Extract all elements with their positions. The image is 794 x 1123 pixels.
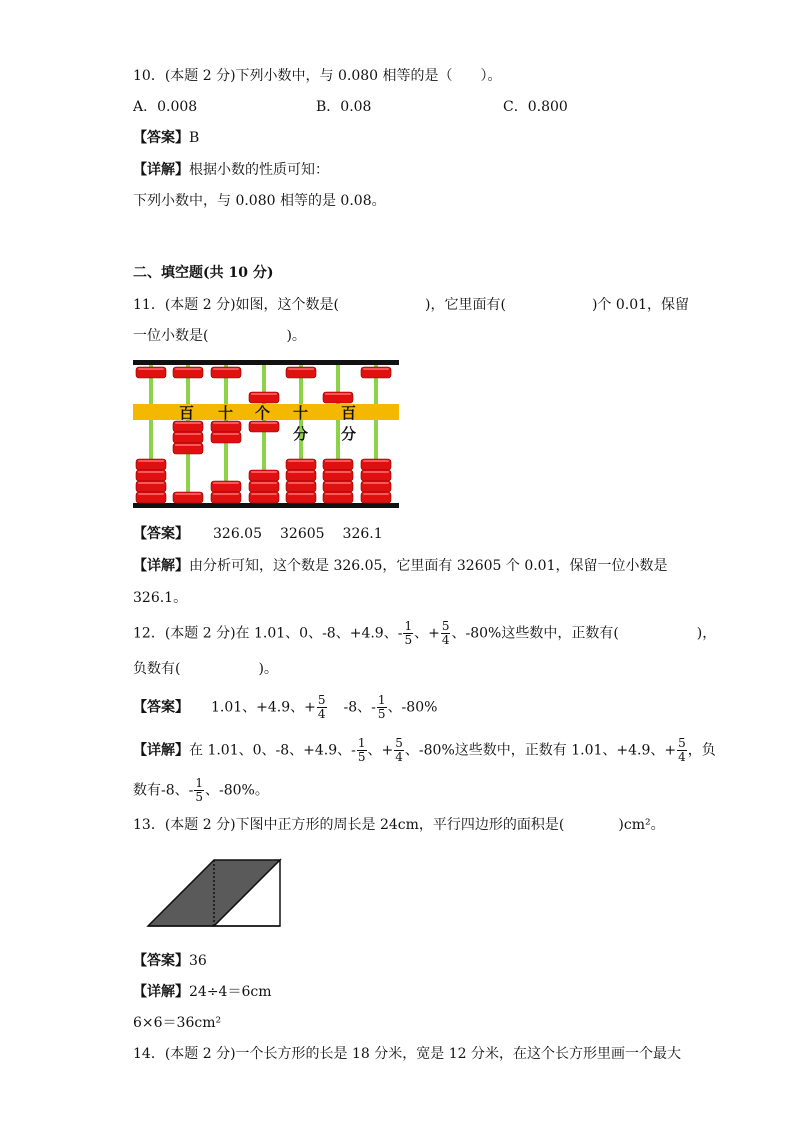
abacus-label-tens: 十: [218, 404, 234, 422]
abacus-upper-bead-shine: [363, 368, 389, 370]
frac-den: 4: [317, 707, 326, 721]
abacus-lower-bead-shine: [138, 460, 164, 462]
q10-detail-line1: 根据小数的性质可知：: [189, 162, 329, 178]
abacus-svg: [133, 360, 399, 510]
abacus-upper-bead-shine: [251, 393, 277, 395]
abacus-lower-bead-shine: [325, 493, 351, 495]
abacus-figure: [133, 360, 399, 510]
q12-stem-b: 、+: [414, 625, 440, 642]
q13-stem: [133, 815, 665, 835]
q11-stem-a: 11．(本题 2 分)如图，这个数是(: [133, 297, 340, 313]
q12-stem-c: 、-80%这些数中，正数有(: [451, 625, 619, 642]
q10-detail: [133, 160, 329, 180]
answer-tag: 【答案】: [133, 526, 189, 542]
frac-num: 5: [678, 736, 686, 750]
abacus-lower-bead-shine: [251, 482, 277, 484]
q11-stem-b: )，它里面有(: [425, 297, 506, 313]
q12-stem-d: )，: [696, 625, 717, 642]
answer-tag: 【答案】: [133, 953, 189, 969]
answer-tag: 【答案】: [133, 130, 189, 146]
q10-option-a: A．0.008: [133, 99, 198, 115]
abacus-label-hundreds: 百: [179, 404, 195, 422]
fraction-one-fifth: [403, 620, 413, 647]
q12-stem-line2-b: )。: [258, 661, 278, 677]
q12-detail-line2-b: 、-80%。: [205, 782, 269, 799]
frac-num: 1: [377, 693, 386, 707]
q12-detail-d: ，负: [687, 742, 716, 759]
answer-tag: 【答案】: [133, 699, 189, 716]
abacus-label-ones: 个: [255, 404, 271, 422]
detail-tag: 【详解】: [133, 558, 189, 574]
q10-option-c: C．0.800: [503, 99, 568, 115]
fraction-five-fourths: [441, 620, 451, 647]
q12-answer-negative: -8、-: [343, 699, 376, 716]
frac-num: 1: [404, 619, 413, 633]
fraction-one-fifth: [377, 694, 387, 721]
section-title: 二、填空题(共 10 分): [133, 265, 274, 281]
q14-stem: 14．(本题 2 分)一个长方形的长是 18 分米，宽是 12 分米，在这个长方形里画一个最大: [133, 1046, 681, 1062]
q12-stem-line2-a: 负数有(: [133, 661, 181, 677]
abacus-lower-bead-shine: [175, 444, 201, 446]
abacus-lower-bead-shine: [138, 471, 164, 473]
q11-stem-line2-a: 一位小数是(: [133, 328, 209, 344]
frac-den: 5: [195, 790, 204, 804]
q11-stem-line2: [133, 326, 306, 346]
detail-tag: 【详解】: [133, 162, 189, 178]
abacus-upper-bead-shine: [288, 368, 314, 370]
q12-detail-line2: [133, 777, 269, 804]
detail-tag: 【详解】: [133, 984, 189, 1000]
q11-stem: [133, 295, 689, 315]
q13-detail-line2: 6×6＝36cm²: [133, 1015, 222, 1031]
q11-detail-line1: 由分析可知，这个数是 326.05，它里面有 32605 个 0.01，保留一位小数是: [189, 558, 668, 574]
q13-stem-b: )cm²。: [618, 817, 665, 833]
q11-answer: [133, 524, 383, 544]
q10-detail-line2: 下列小数中，与 0.080 相等的是 0.08。: [133, 193, 386, 209]
q12-detail-a: 在 1.01、0、-8、+4.9、-: [189, 742, 356, 759]
q12-detail-b: 、+: [367, 742, 394, 759]
frac-den: 5: [377, 707, 386, 721]
q10-answer: [133, 128, 199, 148]
q10-answer-value: B: [189, 130, 200, 146]
frac-den: 5: [357, 750, 366, 764]
abacus-label-hundredths: 百: [341, 404, 357, 422]
q11-answer-3: 326.1: [342, 526, 383, 542]
abacus-sublabel-hundredths: 分: [341, 425, 357, 443]
abacus-sublabel-tenths: 分: [293, 425, 309, 443]
abacus-lower-bead-shine: [175, 493, 201, 495]
q11-detail-line2: 326.1。: [133, 590, 188, 606]
q12-detail: [133, 737, 716, 764]
abacus-lower-bead-shine: [288, 482, 314, 484]
abacus-frame-top: [133, 360, 399, 365]
abacus-upper-bead-shine: [138, 368, 164, 370]
detail-tag: 【详解】: [133, 742, 189, 759]
abacus-frame-bottom: [133, 503, 399, 508]
fraction-five-fourths: [677, 737, 687, 764]
fraction-one-fifth: [194, 777, 204, 804]
frac-den: 5: [404, 633, 413, 647]
frac-num: 1: [357, 736, 366, 750]
abacus-lower-bead-shine: [325, 482, 351, 484]
abacus-lower-bead-shine: [288, 460, 314, 462]
fraction-five-fourths: [317, 694, 327, 721]
abacus-upper-bead-shine: [175, 368, 201, 370]
abacus-lower-bead-shine: [363, 471, 389, 473]
abacus-lower-bead-shine: [213, 482, 239, 484]
abacus-upper-bead-shine: [325, 393, 351, 395]
q13-stem-a: 13．(本题 2 分)下图中正方形的周长是 24cm，平行四边形的面积是(: [133, 817, 565, 833]
abacus-lower-bead-shine: [288, 471, 314, 473]
q11-answer-1: 326.05: [213, 526, 262, 542]
q11-stem-line2-b: )。: [286, 328, 306, 344]
abacus-lower-bead-shine: [175, 433, 201, 435]
q12-stem-line2: [133, 659, 278, 679]
abacus-lower-bead-shine: [213, 433, 239, 435]
q13-detail-line1: 24÷4＝6cm: [189, 984, 272, 1000]
abacus-upper-bead-shine: [213, 368, 239, 370]
q10-option-b: B．0.08: [316, 99, 372, 115]
q13-detail: [133, 982, 271, 1002]
abacus-label-tenths: 十: [293, 404, 309, 422]
abacus-lower-bead-shine: [138, 493, 164, 495]
abacus-lower-bead-shine: [213, 493, 239, 495]
fraction-one-fifth: [357, 737, 367, 764]
q12-answer: [133, 694, 437, 721]
q11-answer-2: 32605: [280, 526, 325, 542]
frac-num: 5: [441, 619, 450, 633]
frac-num: 5: [317, 693, 326, 707]
abacus-lower-bead-shine: [251, 471, 277, 473]
frac-num: 5: [395, 736, 403, 750]
q12-answer-negative-tail: 、-80%: [387, 699, 438, 716]
abacus-lower-bead-shine: [138, 482, 164, 484]
frac-den: 4: [395, 750, 403, 764]
abacus-lower-bead-shine: [363, 460, 389, 462]
q11-detail: [133, 556, 668, 576]
q10-stem: 10．(本题 2 分)下列小数中，与 0.080 相等的是（ ）。: [133, 68, 502, 84]
q12-stem-a: 12．(本题 2 分)在 1.01、0、-8、+4.9、-: [133, 625, 403, 642]
abacus-lower-bead-shine: [288, 493, 314, 495]
abacus-lower-bead-shine: [363, 482, 389, 484]
q12-answer-positive: 1.01、+4.9、+: [211, 699, 316, 716]
abacus-lower-bead-shine: [325, 471, 351, 473]
frac-den: 4: [678, 750, 686, 764]
parallelogram-square-svg: [146, 858, 282, 928]
abacus-lower-bead-shine: [251, 493, 277, 495]
abacus-lower-bead-shine: [325, 460, 351, 462]
frac-num: 1: [195, 776, 204, 790]
fraction-five-fourths: [394, 737, 404, 764]
q12-detail-c: 、-80%这些数中，正数有 1.01、+4.9、+: [404, 742, 677, 759]
q13-answer-value: 36: [189, 953, 207, 969]
q12-stem: [133, 620, 716, 647]
q11-stem-c: )个 0.01，保留: [591, 297, 690, 313]
frac-den: 4: [441, 633, 450, 647]
q12-detail-line2-a: 数有-8、-: [133, 782, 194, 799]
abacus-lower-bead-shine: [363, 493, 389, 495]
q13-answer: [133, 951, 207, 971]
geometry-figure: [146, 858, 282, 928]
